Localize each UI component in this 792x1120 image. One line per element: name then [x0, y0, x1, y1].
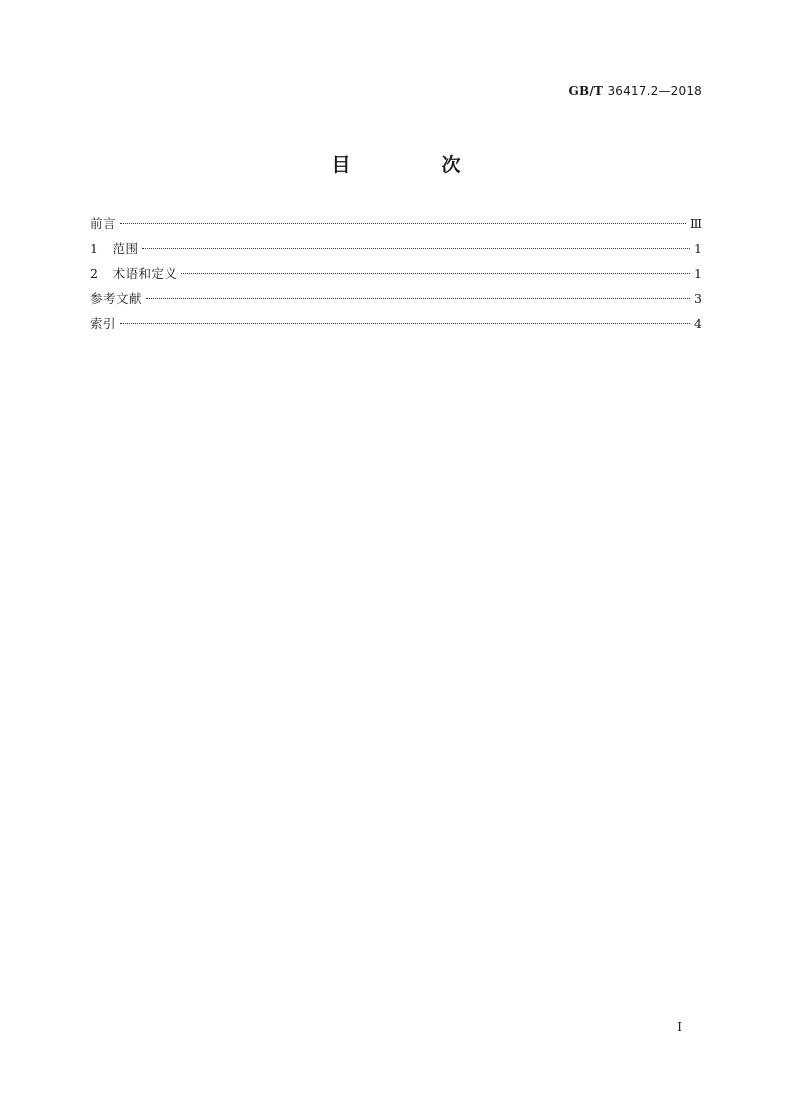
standard-code [569, 84, 702, 98]
page-number: I [677, 1020, 682, 1034]
toc-entry-page: 3 [694, 291, 702, 306]
dot-leader [181, 273, 690, 274]
toc-entry-number: 1 [90, 241, 99, 256]
toc-entry-index[interactable] [90, 314, 702, 339]
table-of-contents [90, 214, 702, 339]
toc-entry-page: 1 [694, 266, 702, 281]
toc-entry-title: 参考文献 [90, 291, 143, 306]
toc-entry-label [90, 289, 142, 307]
toc-entry-label [90, 264, 177, 282]
toc-entry-page: 4 [694, 316, 702, 331]
toc-entry-label [90, 239, 138, 257]
toc-entry-title: 术语和定义 [112, 266, 178, 281]
toc-entry-page: Ⅲ [689, 216, 702, 231]
toc-entry-foreword[interactable] [90, 214, 702, 239]
toc-entry-title: 前言 [90, 216, 117, 231]
toc-entry-label [90, 314, 116, 332]
toc-entry-label [90, 214, 116, 232]
dot-leader [146, 298, 690, 299]
standard-prefix: GB/T [568, 84, 604, 98]
toc-entry-page: 1 [694, 241, 702, 256]
toc-entry-title: 范围 [112, 241, 139, 256]
standard-number: 36417.2—2018 [607, 84, 702, 98]
toc-entry-terms[interactable] [90, 264, 702, 289]
toc-entry-bibliography[interactable] [90, 289, 702, 314]
toc-entry-title: 索引 [90, 316, 117, 331]
dot-leader [120, 323, 690, 324]
toc-title: 目 次 [331, 154, 497, 176]
toc-entry-scope[interactable] [90, 239, 702, 264]
dot-leader [142, 248, 690, 249]
dot-leader [120, 223, 686, 224]
toc-entry-number: 2 [90, 266, 99, 281]
